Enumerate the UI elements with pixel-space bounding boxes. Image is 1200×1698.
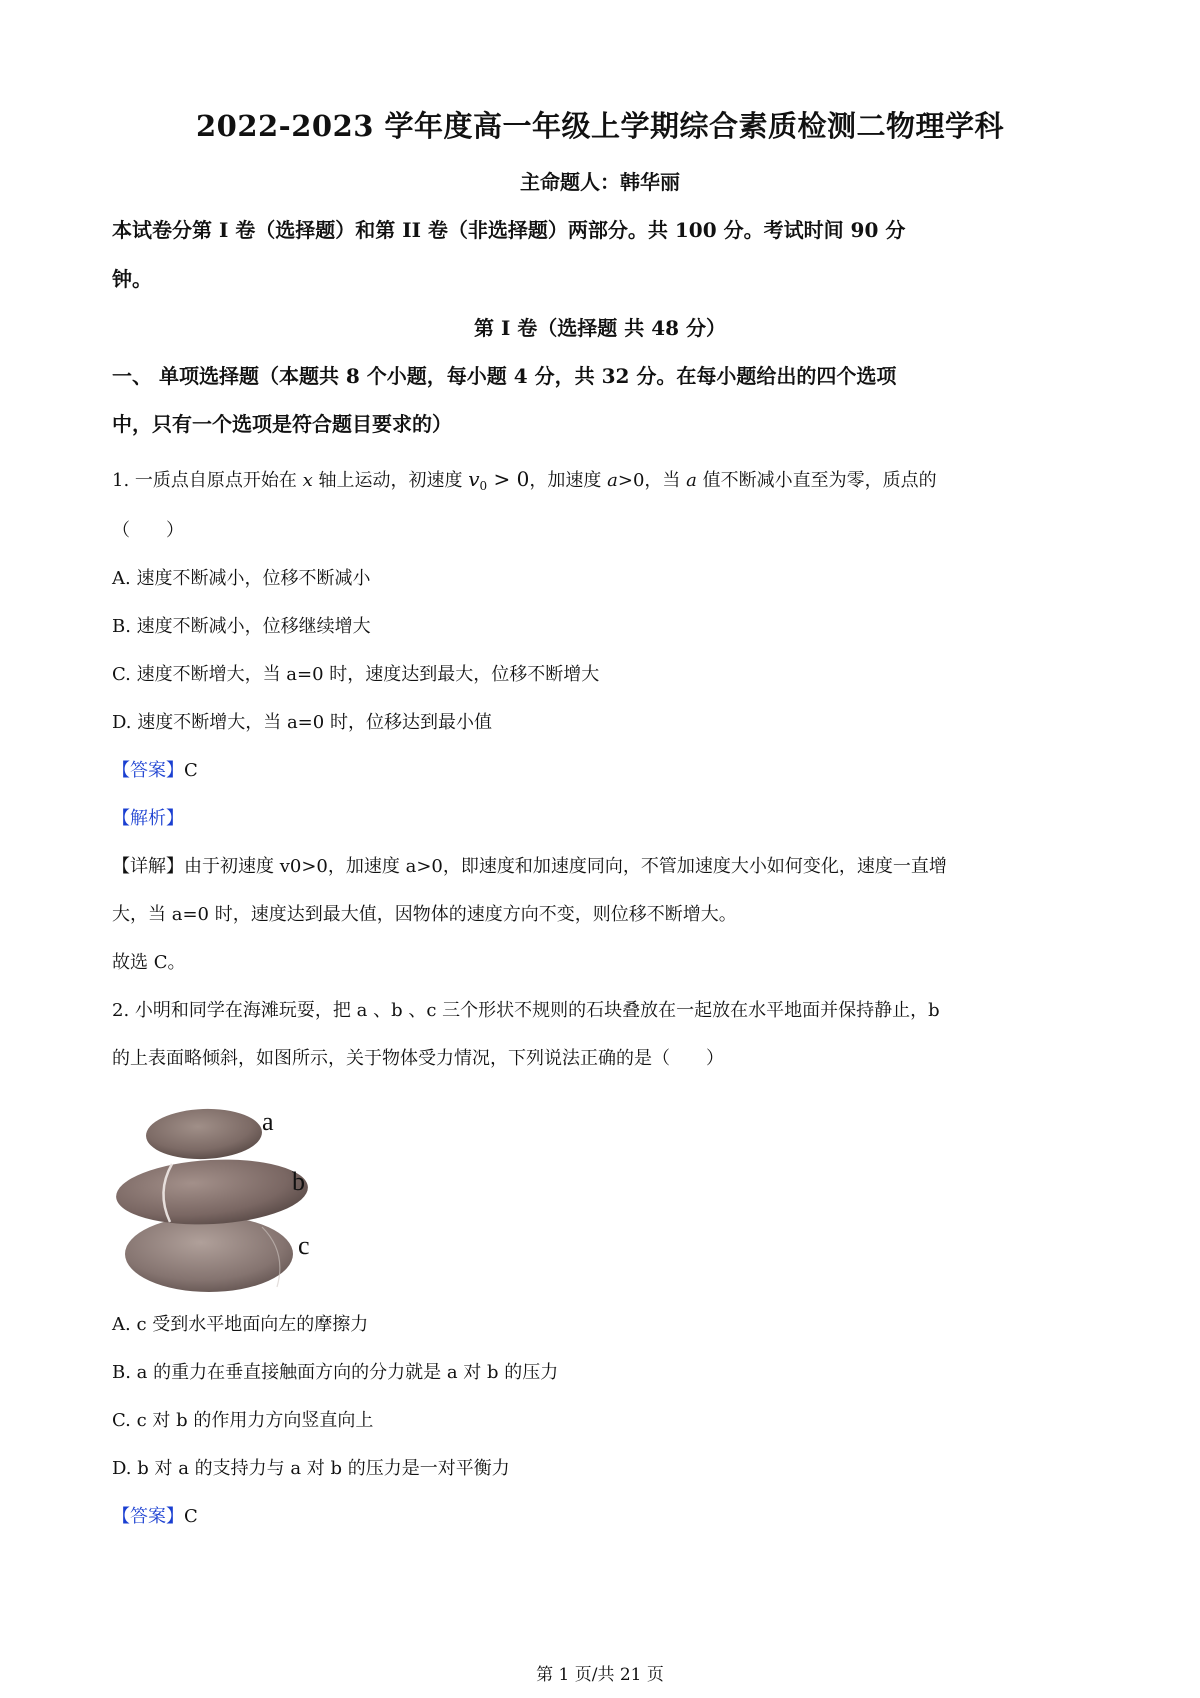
q1-stem-text: 轴上运动，初速度 xyxy=(312,470,469,491)
analysis-tag: 【解析】 xyxy=(112,808,184,829)
q1-var-v-condition: > 0 xyxy=(487,467,530,491)
section-heading-line-1: 一、 单项选择题（本题共 8 个小题，每小题 4 分，共 32 分。在每小题给出的四个选项 xyxy=(112,364,897,388)
q1-conclusion: 故选 C。 xyxy=(112,952,186,973)
q1-stem-line-1 xyxy=(112,466,937,493)
stone-b xyxy=(114,1155,309,1229)
detail-tag: 【详解】 xyxy=(112,856,184,877)
figure-label-b: b xyxy=(292,1167,305,1196)
answer-tag: 【答案】 xyxy=(112,1506,184,1527)
stacked-stones-figure xyxy=(112,1092,372,1292)
q1-stem-text: 1. 一质点自原点开始在 xyxy=(112,470,303,491)
detail-text: 由于初速度 v0>0，加速度 a>0，即速度和加速度同向，不管加速度大小如何变化，速度一直增 xyxy=(184,856,947,877)
q1-stem-text: 值不断减小直至为零，质点的 xyxy=(696,470,937,491)
q1-option-c: C. 速度不断增大，当 a=0 时，速度达到最大，位移不断增大 xyxy=(112,664,600,685)
answer-value: C xyxy=(184,760,198,781)
q1-stem-text: ，加速度 xyxy=(529,470,608,491)
q1-var-x: x xyxy=(302,470,313,491)
intro-line-2: 钟。 xyxy=(112,267,152,291)
q1-option-a: A. 速度不断减小，位移不断减小 xyxy=(112,568,371,589)
author-line: 主命题人：韩华丽 xyxy=(520,170,680,194)
q1-initial-velocity xyxy=(468,467,529,491)
q2-stem-line-1: 2. 小明和同学在海滩玩耍，把 a 、b 、c 三个形状不规则的石块叠放在一起放在水平地面并保持静止，b xyxy=(112,1000,940,1021)
q1-option-b: B. 速度不断减小，位移继续增大 xyxy=(112,616,371,637)
q1-answer xyxy=(112,756,198,782)
q1-var-v: v xyxy=(468,467,480,491)
stones-illustration xyxy=(112,1092,372,1292)
q2-option-d: D. b 对 a 的支持力与 a 对 b 的压力是一对平衡力 xyxy=(112,1458,510,1479)
q2-option-a: A. c 受到水平地面向左的摩擦力 xyxy=(112,1314,369,1335)
q1-detail-line-2: 大，当 a=0 时，速度达到最大值，因物体的速度方向不变，则位移不断增大。 xyxy=(112,904,737,925)
answer-tag: 【答案】 xyxy=(112,760,184,781)
figure-label-c: c xyxy=(298,1231,310,1260)
q2-option-c: C. c 对 b 的作用力方向竖直向上 xyxy=(112,1410,374,1431)
figure-label-a: a xyxy=(262,1107,274,1136)
q2-answer xyxy=(112,1502,198,1528)
q2-stem-line-2: 的上表面略倾斜，如图所示，关于物体受力情况，下列说法正确的是（ ） xyxy=(112,1048,724,1069)
stone-c xyxy=(125,1216,293,1292)
volume-title: 第 I 卷（选择题 共 48 分） xyxy=(473,316,726,340)
q1-analysis xyxy=(112,804,184,830)
q1-option-d: D. 速度不断增大，当 a=0 时，位移达到最小值 xyxy=(112,712,492,733)
q1-var-v-subscript: 0 xyxy=(479,479,488,493)
q2-option-b: B. a 的重力在垂直接触面方向的分力就是 a 对 b 的压力 xyxy=(112,1362,559,1383)
intro-line-1: 本试卷分第 I 卷（选择题）和第 II 卷（非选择题）两部分。共 100 分。考试时间 90 分 xyxy=(112,218,906,242)
q1-answer-blank: （ ） xyxy=(112,520,184,541)
q1-detail-line-1 xyxy=(112,852,947,878)
page-title: 2022-2023 学年度高一年级上学期综合素质检测二物理学科 xyxy=(195,109,1005,143)
q1-var-a: a xyxy=(686,470,697,491)
section-heading-line-2: 中，只有一个选项是符合题目要求的） xyxy=(112,412,452,436)
q1-var-a: a xyxy=(607,470,618,491)
page-footer: 第 1 页/共 21 页 xyxy=(536,1665,664,1685)
stone-a xyxy=(145,1107,263,1161)
answer-value: C xyxy=(184,1506,198,1527)
q1-stem-text: >0，当 xyxy=(617,470,687,491)
